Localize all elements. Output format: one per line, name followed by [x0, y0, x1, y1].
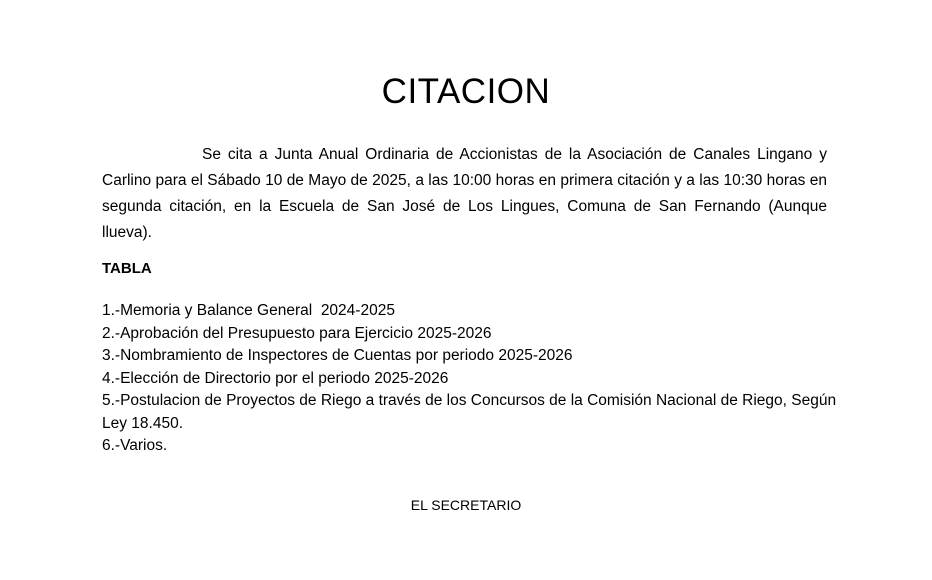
- signature-line: EL SECRETARIO: [410, 497, 522, 513]
- agenda-item: 6.-Varios.: [102, 437, 168, 454]
- document-title: CITACION: [381, 72, 551, 111]
- agenda-item: 1.-Memoria y Balance General 2024-2025: [102, 302, 395, 319]
- agenda-item: 2.-Aprobación del Presupuesto para Ejercicio 2025-2026: [102, 324, 492, 342]
- agenda-list: [102, 300, 842, 458]
- citation-paragraph: Se cita a Junta Anual Ordinaria de Accionistas de la Asociación de Canales Lingano y Carlino para el Sábado 10 de Mayo de 2025, a las 10:00 horas en primera citación y a las 10:30 horas en segunda citación, en la Escuela de San José de Los Lingues, Comuna de San Fernando (Aunque llueva).: [102, 146, 827, 241]
- agenda-item: 4.-Elección de Directorio por el periodo 2025-2026: [102, 369, 449, 387]
- agenda-heading: TABLA: [102, 260, 152, 277]
- agenda-item: 3.-Nombramiento de Inspectores de Cuentas por periodo 2025-2026: [102, 347, 573, 364]
- agenda-item: 5.-Postulacion de Proyectos de Riego a través de los Concursos de la Comisión Nacional de Riego, Según Ley 18.450.: [102, 392, 841, 432]
